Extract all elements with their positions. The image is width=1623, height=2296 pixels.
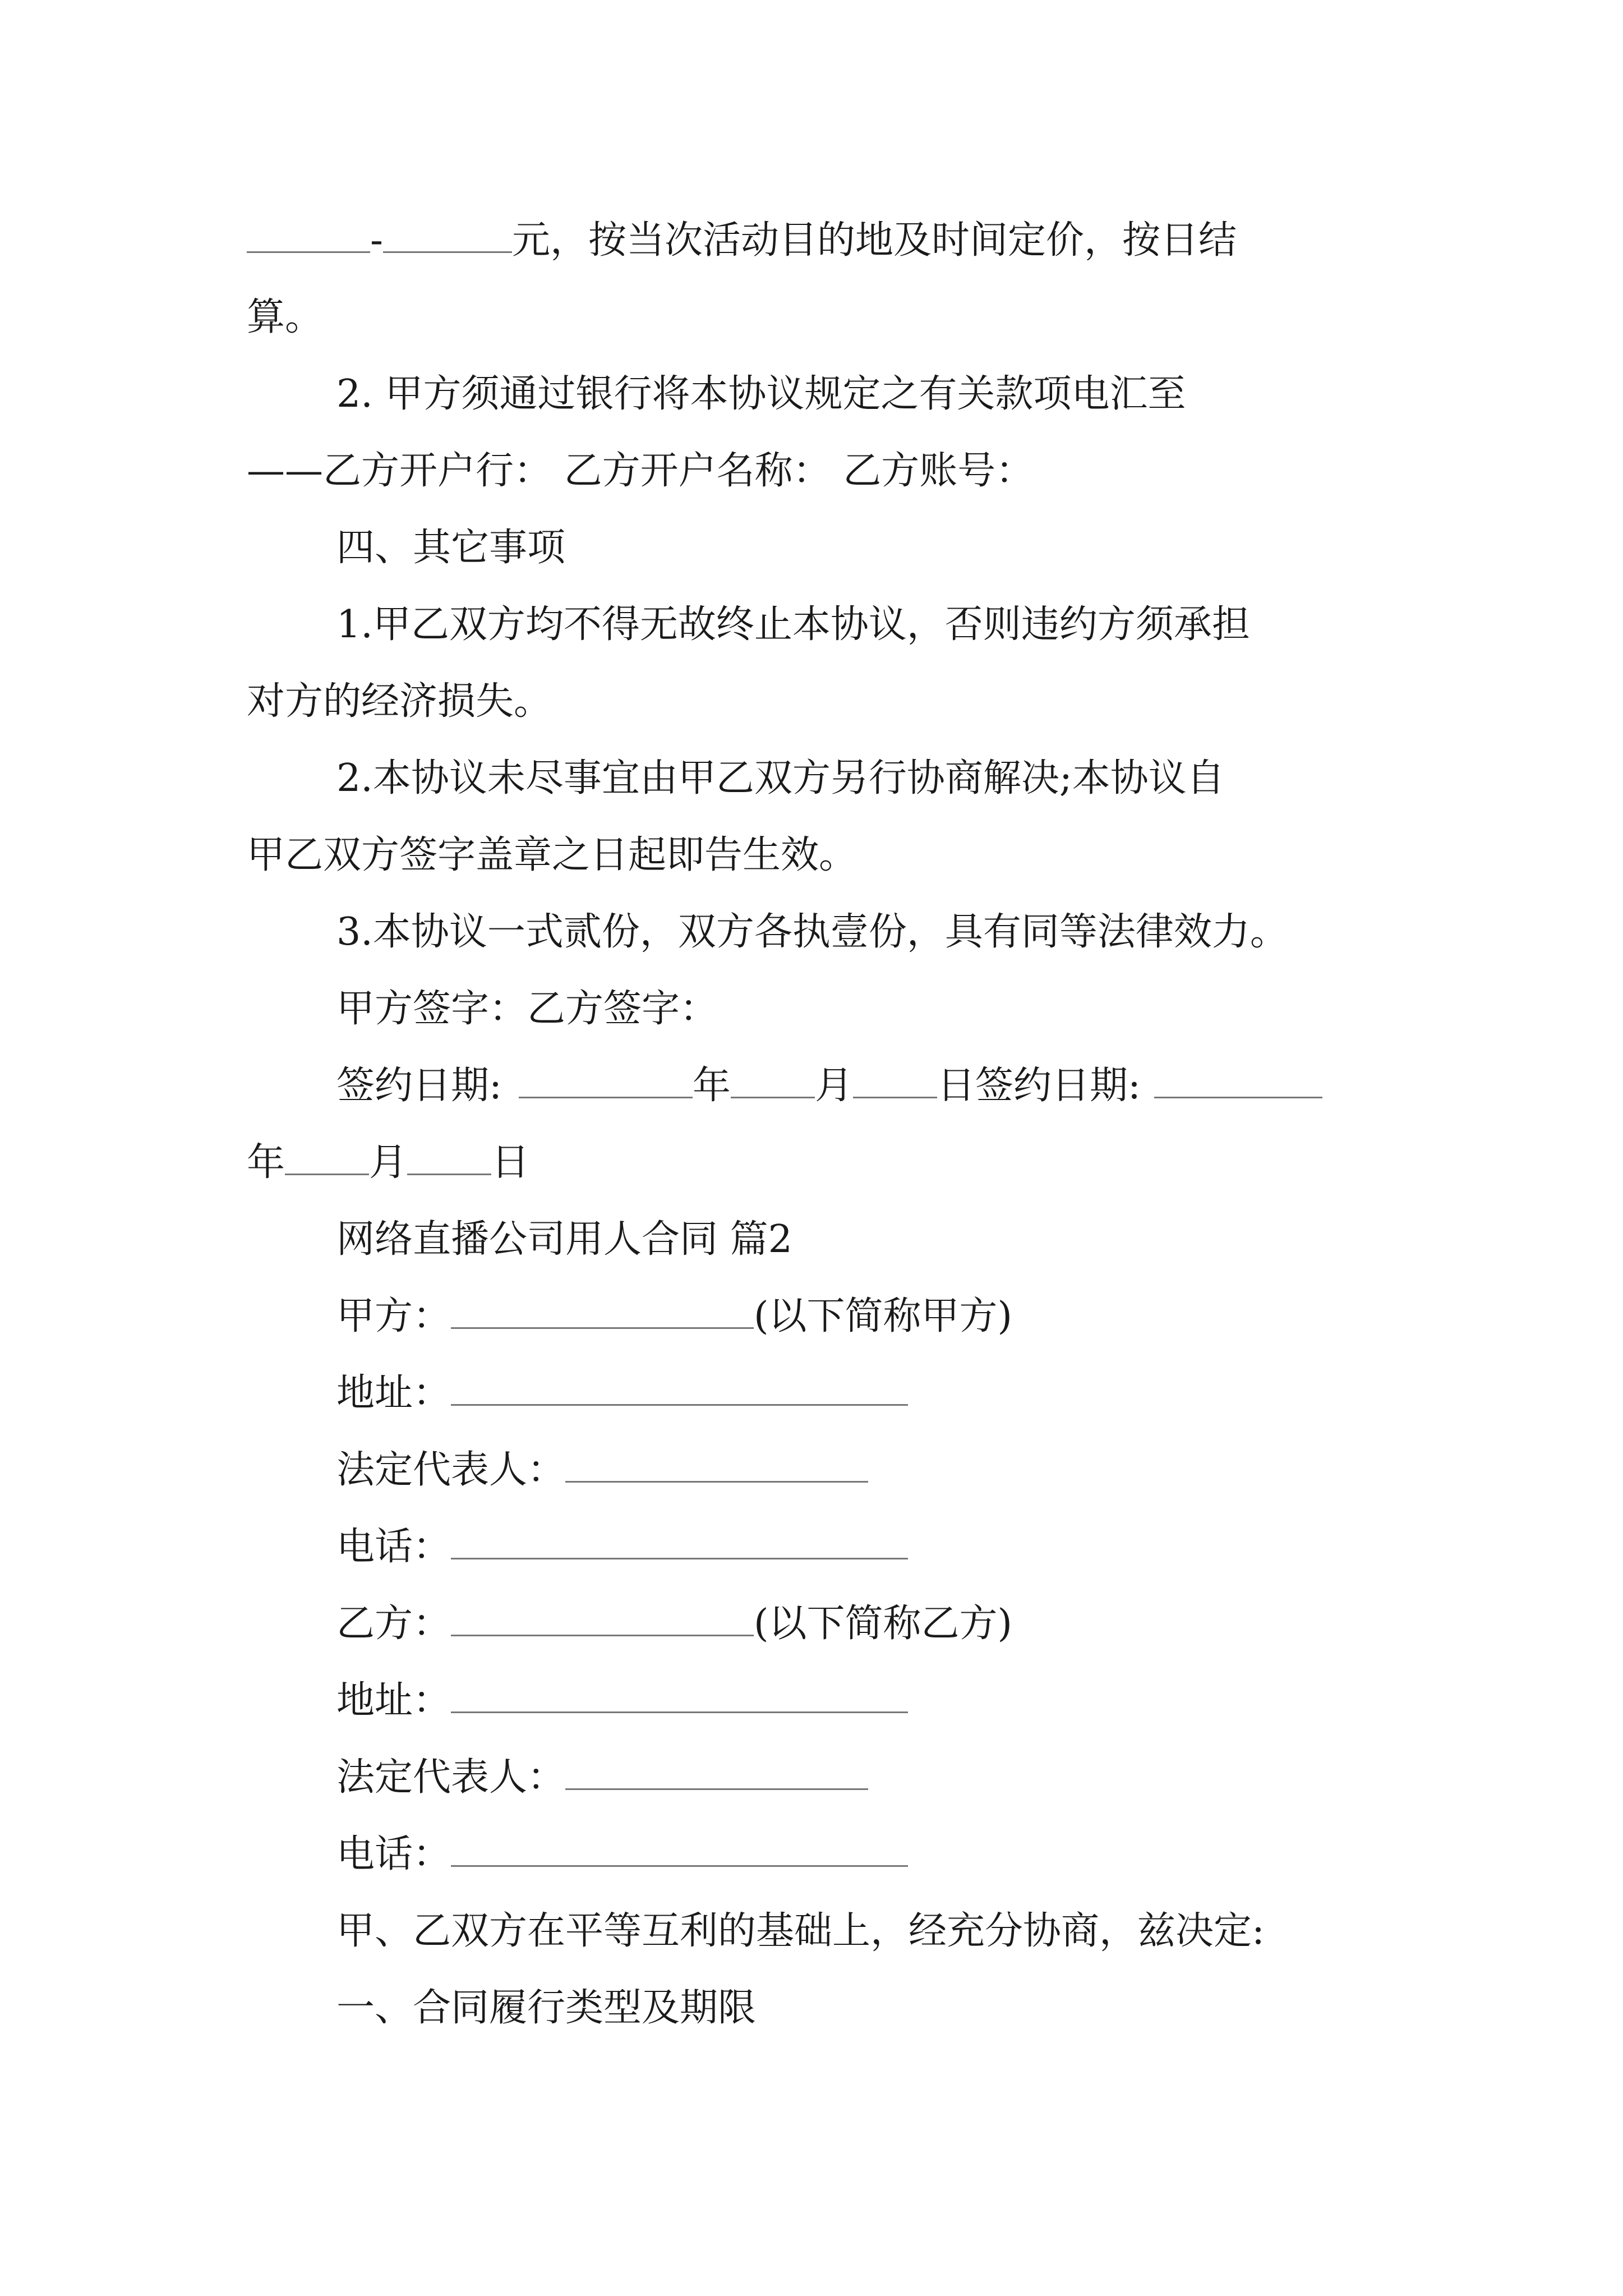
legal-rep-line [336,1755,868,1800]
phone-line [336,1832,908,1876]
blank-field [519,1068,693,1098]
phone-line [336,1525,908,1569]
month-label: 月 [369,1140,408,1185]
paragraph-line: 2.本协议未尽事宜由甲乙双方另行协商解决;本协议自 [336,756,1225,800]
field-label: 电话： [336,1832,451,1876]
blank-field [1154,1068,1322,1098]
blank-field [247,222,370,253]
field-label: 地址： [336,1678,451,1723]
party-b-line [336,1602,1013,1646]
blank-field [451,1375,908,1406]
blank-field [407,1144,491,1175]
sign-date-line [247,1140,530,1185]
section-heading: 一、合同履行类型及期限 [336,1986,757,2030]
contract-title: 网络直播公司用人合同 篇2 [336,1217,792,1262]
blank-field [285,1144,369,1175]
blank-field [451,1529,908,1559]
blank-field [731,1068,815,1098]
dash-text: - [370,218,383,263]
address-line [336,1678,908,1723]
blank-field [853,1068,937,1098]
paragraph-line: 甲、乙双方在平等互利的基础上，经充分协商，兹决定: [336,1909,1265,1953]
sign-date-label: 签约日期: [336,1064,502,1108]
month-label: 月 [814,1064,853,1108]
sign-date-line [336,1064,1322,1108]
blank-field [451,1298,754,1329]
party-note: (以下简称甲方) [754,1294,1013,1338]
paragraph-line: ——乙方开户行： 乙方开户名称： 乙方账号： [247,449,1034,493]
paragraph-line: 对方的经济损失。 [247,679,552,724]
blank-field [383,222,512,253]
paragraph-line: 2. 甲方须通过银行将本协议规定之有关款项电汇至 [336,372,1186,416]
year-label: 年 [692,1064,731,1108]
price-text: 元，按当次活动目的地及时间定价，按日结 [511,218,1237,263]
field-label: 法定代表人： [336,1755,566,1800]
paragraph-line: 甲乙双方签字盖章之日起即告生效。 [247,833,857,877]
legal-rep-line [336,1448,868,1492]
year-label: 年 [247,1140,285,1185]
field-label: 法定代表人： [336,1448,566,1492]
price-line [247,218,1237,263]
paragraph-line: 3.本协议一式贰份，双方各执壹份，具有同等法律效力。 [336,910,1288,954]
blank-field [565,1759,868,1790]
party-a-line [336,1294,1013,1338]
field-label: 甲方： [336,1294,451,1338]
blank-field [451,1605,754,1636]
blank-field [451,1682,908,1713]
sign-date-label: 日签约日期: [937,1064,1141,1108]
signature-line: 甲方签字：乙方签字： [336,987,718,1031]
paragraph-line: 1.甲乙双方均不得无故终止本协议，否则违约方须承担 [336,602,1250,647]
section-heading: 四、其它事项 [336,526,566,570]
paragraph-line: 算。 [247,295,324,339]
address-line [336,1371,908,1415]
day-label: 日 [491,1140,530,1185]
blank-field [565,1452,868,1483]
field-label: 电话： [336,1525,451,1569]
field-label: 地址： [336,1371,451,1415]
party-note: (以下简称乙方) [754,1602,1013,1646]
blank-field [451,1836,908,1867]
field-label: 乙方： [336,1602,451,1646]
